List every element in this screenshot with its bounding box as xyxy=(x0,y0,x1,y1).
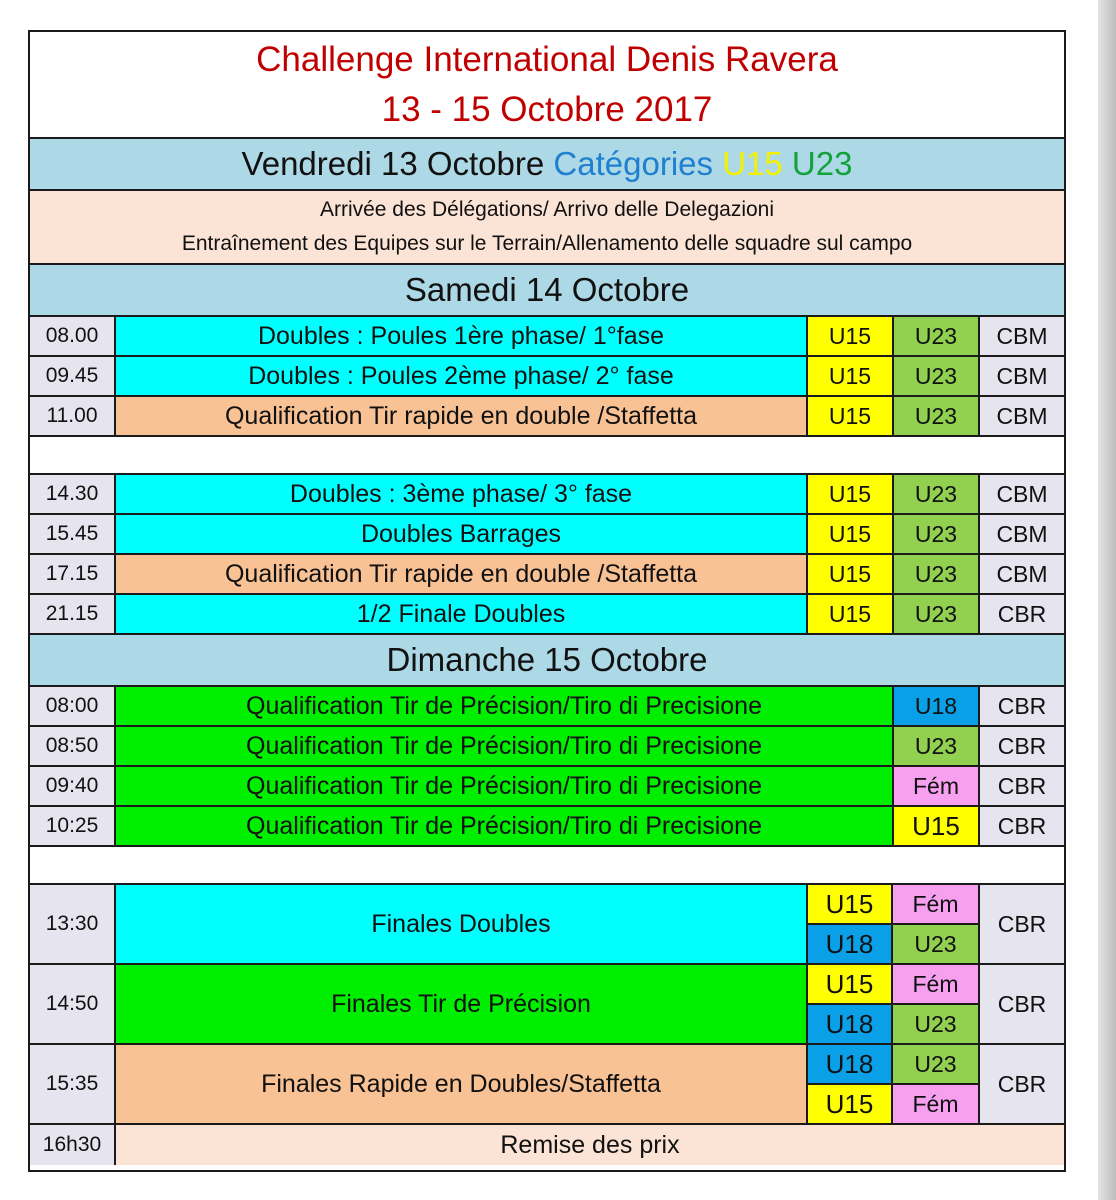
category-u23: U23 xyxy=(894,397,980,435)
day-band-saturday: Samedi 14 Octobre xyxy=(30,265,1064,317)
category-u15: U15 xyxy=(894,807,980,845)
break-spacer xyxy=(30,847,1064,885)
time-cell: 17.15 xyxy=(30,555,116,593)
time-cell: 09.45 xyxy=(30,357,116,395)
category-u23: U23 xyxy=(893,1005,978,1043)
category-u15: U15 xyxy=(808,595,894,633)
event-cell: Finales Tir de Précision xyxy=(116,965,808,1043)
category-u15: U15 xyxy=(808,475,894,513)
time-cell: 11.00 xyxy=(30,397,116,435)
category-u18: U18 xyxy=(808,1045,893,1083)
friday-info xyxy=(30,191,1064,265)
page-edge-shadow xyxy=(1098,0,1116,1200)
venue-cell: CBM xyxy=(980,555,1064,593)
category-u23: U23 xyxy=(893,1045,978,1083)
time-cell: 08:50 xyxy=(30,727,116,765)
event-cell: Qualification Tir de Précision/Tiro di Precisione xyxy=(116,727,894,765)
venue-cell: CBM xyxy=(980,317,1064,355)
time-cell: 08.00 xyxy=(30,317,116,355)
event-title: Challenge International Denis Ravera xyxy=(256,39,838,79)
time-cell: 16h30 xyxy=(30,1125,116,1165)
table-row xyxy=(30,885,1064,965)
event-cell: Doubles Barrages xyxy=(116,515,808,553)
venue-cell: CBR xyxy=(980,767,1064,805)
schedule-header xyxy=(30,32,1064,139)
event-cell: Qualification Tir de Précision/Tiro di Precisione xyxy=(116,807,894,845)
category-u23: U23 xyxy=(894,727,980,765)
table-row xyxy=(30,555,1064,595)
category-u15: U15 xyxy=(808,885,893,923)
table-row xyxy=(30,965,1064,1045)
category-u15: U15 xyxy=(808,357,894,395)
day-band-sunday: Dimanche 15 Octobre xyxy=(30,635,1064,687)
category-stack xyxy=(808,965,980,1043)
category-u18: U18 xyxy=(808,1005,893,1043)
schedule-sheet xyxy=(28,30,1066,1172)
time-cell: 08:00 xyxy=(30,687,116,725)
table-row xyxy=(30,727,1064,767)
table-row xyxy=(30,595,1064,635)
category-u18: U18 xyxy=(894,687,980,725)
category-u15: U15 xyxy=(808,397,894,435)
table-row xyxy=(30,515,1064,555)
category-fem: Fém xyxy=(893,885,978,923)
category-u23: U23 xyxy=(893,925,978,963)
category-u23: U23 xyxy=(894,595,980,633)
friday-info-training: Entraînement des Equipes sur le Terrain/Allenamento delle squadre sul campo xyxy=(181,232,913,255)
category-stack xyxy=(808,885,980,963)
event-cell: Finales Rapide en Doubles/Staffetta xyxy=(116,1045,808,1123)
event-cell: Qualification Tir rapide en double /Staffetta xyxy=(116,555,808,593)
friday-day: Vendredi 13 Octobre xyxy=(241,145,545,182)
event-cell: Doubles : Poules 2ème phase/ 2° fase xyxy=(116,357,808,395)
table-row xyxy=(30,687,1064,727)
venue-cell: CBR xyxy=(980,885,1064,963)
category-u23: U23 xyxy=(894,515,980,553)
category-u15: U15 xyxy=(808,515,894,553)
category-u23: U23 xyxy=(894,357,980,395)
event-cell: Qualification Tir de Précision/Tiro di Precisione xyxy=(116,687,894,725)
break-spacer xyxy=(30,437,1064,475)
category-fem: Fém xyxy=(894,767,980,805)
table-row xyxy=(30,1045,1064,1125)
venue-cell: CBM xyxy=(980,475,1064,513)
category-u15: U15 xyxy=(808,965,893,1003)
time-cell: 09:40 xyxy=(30,767,116,805)
table-row xyxy=(30,357,1064,397)
friday-cat-u23: U23 xyxy=(791,145,853,182)
venue-cell: CBR xyxy=(980,965,1064,1043)
event-cell: 1/2 Finale Doubles xyxy=(116,595,808,633)
venue-cell: CBM xyxy=(980,397,1064,435)
venue-cell: CBM xyxy=(980,515,1064,553)
category-u15: U15 xyxy=(808,1085,893,1123)
table-row xyxy=(30,475,1064,515)
friday-cat-u15: U15 xyxy=(722,145,783,182)
category-u23: U23 xyxy=(894,317,980,355)
time-cell: 21.15 xyxy=(30,595,116,633)
table-row xyxy=(30,767,1064,807)
day-band-friday xyxy=(30,139,1064,191)
venue-cell: CBR xyxy=(980,807,1064,845)
event-cell: Doubles : Poules 1ère phase/ 1°fase xyxy=(116,317,808,355)
event-dates: 13 - 15 Octobre 2017 xyxy=(381,89,713,129)
category-stack xyxy=(808,1045,980,1123)
venue-cell: CBM xyxy=(980,357,1064,395)
category-u15: U15 xyxy=(808,317,894,355)
event-cell: Finales Doubles xyxy=(116,885,808,963)
time-cell: 10:25 xyxy=(30,807,116,845)
category-u23: U23 xyxy=(894,475,980,513)
time-cell: 15.45 xyxy=(30,515,116,553)
table-row xyxy=(30,807,1064,847)
time-cell: 14.30 xyxy=(30,475,116,513)
event-cell: Qualification Tir de Précision/Tiro di Precisione xyxy=(116,767,894,805)
venue-cell: CBR xyxy=(980,1045,1064,1123)
venue-cell: CBR xyxy=(980,595,1064,633)
event-cell: Remise des prix xyxy=(116,1125,1064,1165)
category-fem: Fém xyxy=(893,965,978,1003)
event-cell: Qualification Tir rapide en double /Staffetta xyxy=(116,397,808,435)
category-fem: Fém xyxy=(893,1085,978,1123)
time-cell: 14:50 xyxy=(30,965,116,1043)
table-row xyxy=(30,397,1064,437)
time-cell: 13:30 xyxy=(30,885,116,963)
friday-info-arrival: Arrivée des Délégations/ Arrivo delle Delegazioni xyxy=(319,198,775,221)
venue-cell: CBR xyxy=(980,727,1064,765)
category-u15: U15 xyxy=(808,555,894,593)
venue-cell: CBR xyxy=(980,687,1064,725)
categories-label: Catégories xyxy=(553,145,714,182)
event-cell: Doubles : 3ème phase/ 3° fase xyxy=(116,475,808,513)
time-cell: 15:35 xyxy=(30,1045,116,1123)
table-row xyxy=(30,317,1064,357)
category-u18: U18 xyxy=(808,925,893,963)
category-u23: U23 xyxy=(894,555,980,593)
table-row xyxy=(30,1125,1064,1165)
